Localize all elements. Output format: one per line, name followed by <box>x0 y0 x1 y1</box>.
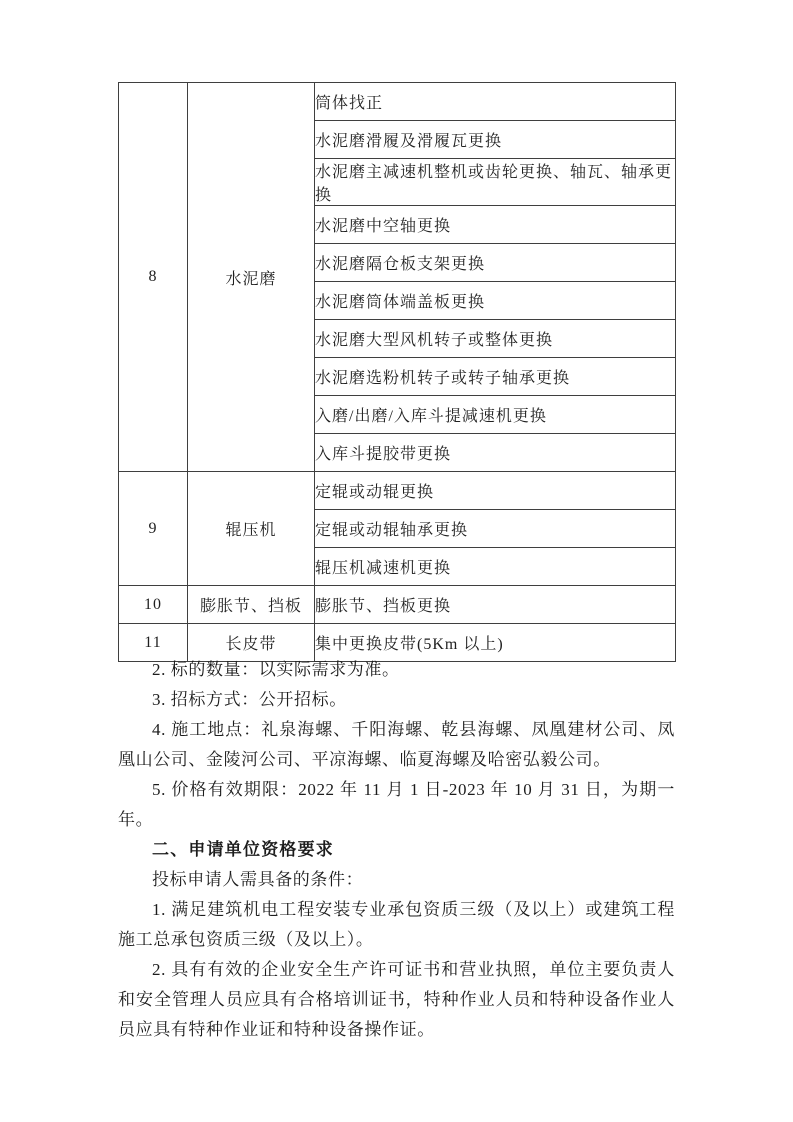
work-item-cell: 定辊或动辊轴承更换 <box>315 510 676 548</box>
note-paragraph-validity: 5. 价格有效期限：2022 年 11 月 1 日-2023 年 10 月 31 日，为期一年。 <box>118 780 675 829</box>
row-number-cell: 8 <box>119 83 188 472</box>
equipment-name-cell: 膨胀节、挡板 <box>188 586 315 624</box>
work-item-cell: 水泥磨隔仓板支架更换 <box>315 244 676 282</box>
work-item-cell: 水泥磨选粉机转子或转子轴承更换 <box>315 358 676 396</box>
work-item-cell: 入磨/出磨/入库斗提减速机更换 <box>315 396 676 434</box>
row-number-cell: 10 <box>119 586 188 624</box>
table-row <box>119 472 676 510</box>
work-item-cell: 膨胀节、挡板更换 <box>315 586 676 624</box>
work-item-cell: 水泥磨大型风机转子或整体更换 <box>315 320 676 358</box>
work-item-cell: 筒体找正 <box>315 83 676 121</box>
note-paragraph-method: 3. 招标方式：公开招标。 <box>152 690 347 709</box>
maintenance-items-table <box>118 82 676 662</box>
requirements-intro: 投标申请人需具备的条件： <box>152 870 364 889</box>
requirement-paragraph-1: 1. 满足建筑机电工程安装专业承包资质三级（及以上）或建筑工程施工总承包资质三级（及以上）。 <box>118 900 675 949</box>
equipment-name-cell: 水泥磨 <box>188 83 315 472</box>
equipment-name-cell: 长皮带 <box>188 624 315 662</box>
table-row <box>119 586 676 624</box>
work-item-cell: 辊压机减速机更换 <box>315 548 676 586</box>
work-item-cell: 入库斗提胶带更换 <box>315 434 676 472</box>
row-number-cell: 11 <box>119 624 188 662</box>
work-item-cell: 水泥磨筒体端盖板更换 <box>315 282 676 320</box>
work-item-cell: 水泥磨滑履及滑履瓦更换 <box>315 121 676 159</box>
document-body-text <box>118 655 675 1045</box>
work-item-cell: 水泥磨主减速机整机或齿轮更换、轴瓦、轴承更换 <box>315 159 676 206</box>
work-item-cell: 集中更换皮带(5Km 以上) <box>315 624 676 662</box>
work-item-cell: 定辊或动辊更换 <box>315 472 676 510</box>
note-paragraph-locations: 4. 施工地点：礼泉海螺、千阳海螺、乾县海螺、凤凰建材公司、凤凰山公司、金陵河公司、平凉海螺、临夏海螺及哈密弘毅公司。 <box>118 720 675 769</box>
section-heading-qualifications: 二、申请单位资格要求 <box>152 840 334 859</box>
row-number-cell: 9 <box>119 472 188 586</box>
note-paragraph-quantity: 2. 标的数量：以实际需求为准。 <box>152 660 400 679</box>
equipment-name-cell: 辊压机 <box>188 472 315 586</box>
work-item-cell: 水泥磨中空轴更换 <box>315 206 676 244</box>
table-row <box>119 83 676 121</box>
requirement-paragraph-2: 2. 具有有效的企业安全生产许可证书和营业执照，单位主要负责人和安全管理人员应具有合格培训证书，特种作业人员和特种设备作业人员应具有特种作业证和特种设备操作证。 <box>118 960 675 1039</box>
